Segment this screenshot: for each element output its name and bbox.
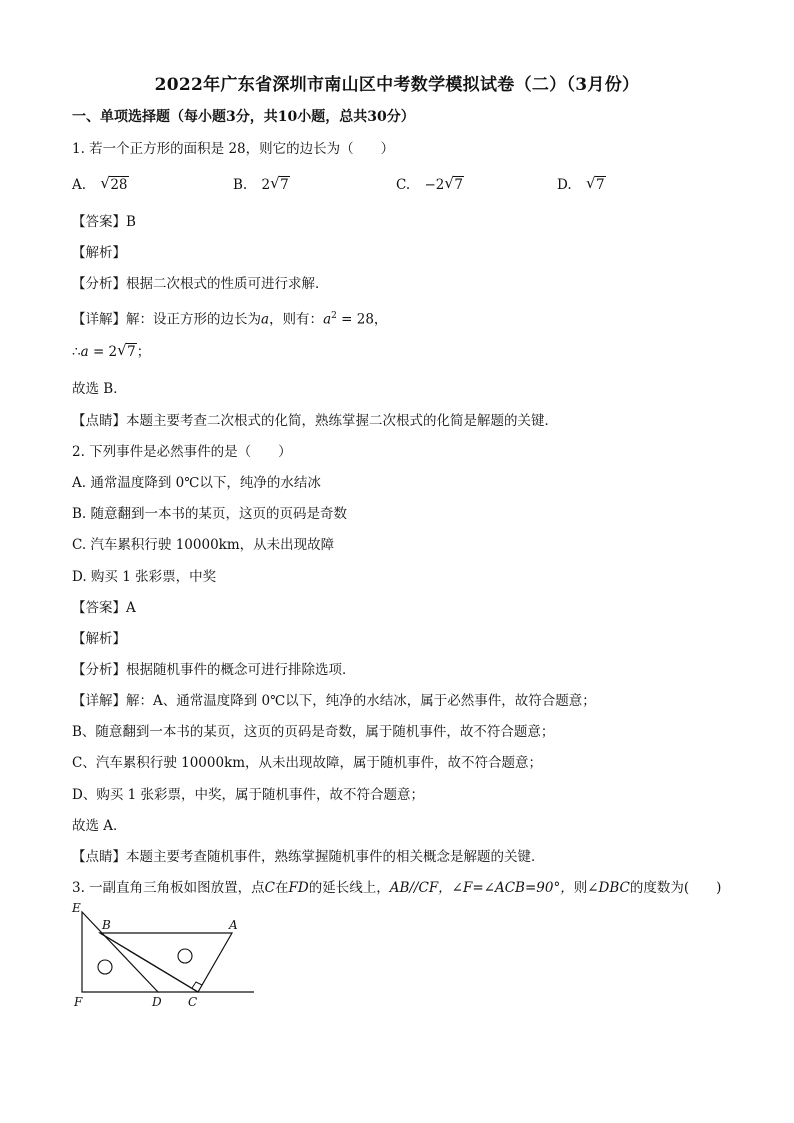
option-letter: A. (72, 177, 87, 193)
label-a: A (229, 918, 238, 932)
q3-stem: 3. 一副直角三角板如图放置，点C在FD的延长线上，AB//CF，∠F=∠ACB=90°，则∠DBC的度数为( ) (72, 880, 722, 896)
q2-line-d: D、购买 1 张彩票，中奖，属于随机事件，故不符合题意； (72, 787, 424, 803)
sqrt-expr: √ 28 (100, 174, 128, 193)
eq-rhs: = 28， (336, 311, 388, 328)
label-f: F (74, 995, 83, 1009)
q1-option-a (72, 176, 129, 194)
q2-fenxi: 【分析】根据随机事件的概念可进行排除选项． (72, 662, 356, 678)
q1-analysis-label: 【解析】 (72, 245, 126, 261)
label-e: E (72, 901, 81, 915)
label-d: D (152, 995, 162, 1009)
q2-option-a: A. 通常温度降到 0℃以下，纯净的水结冰 (72, 475, 321, 491)
label-c: C (188, 995, 198, 1009)
q1-choose: 故选 B． (72, 381, 127, 397)
hole-circle (178, 949, 192, 963)
q1-dianjing: 【点睛】本题主要考查二次根式的化简，熟练掌握二次根式的化简是解题的关键． (72, 413, 558, 429)
sqrt-expr: √ 7 (117, 341, 136, 360)
triangle-figure (62, 898, 272, 1013)
label-b: B (102, 918, 111, 932)
eq-lhs: a (323, 311, 332, 328)
option-letter: B. (233, 177, 248, 193)
q1-therefore: ∴a = 2 √ 7； (72, 341, 151, 360)
q1-stem: 1. 若一个正方形的面积是 28，则它的边长为（ ） (72, 141, 395, 157)
triangle-bac (100, 933, 232, 992)
option-letter: C. (396, 177, 411, 193)
eq-exponent: 2 (331, 311, 337, 321)
triangle-efd (82, 912, 158, 992)
sqrt-expr: √ 7 (270, 174, 289, 193)
q2-answer: 【答案】A (72, 600, 136, 616)
coef: 2 (261, 177, 271, 193)
q2-option-d: D. 购买 1 张彩票，中奖 (72, 569, 217, 585)
q2-line-c: C、汽车累积行驶 10000km，从未出现故障，属于随机事件，故不符合题意； (72, 755, 543, 771)
q1-option-b (233, 176, 290, 194)
option-letter: D. (557, 177, 572, 193)
q2-option-b: B. 随意翻到一本书的某页，这页的页码是奇数 (72, 506, 348, 522)
q1-option-d (557, 176, 606, 194)
q2-dianjing: 【点睛】本题主要考查随机事件，熟练掌握随机事件的相关概念是解题的关键． (72, 849, 545, 865)
hole-circle (98, 960, 112, 974)
sqrt-expr: √ 7 (444, 174, 463, 193)
var-a: a (261, 311, 270, 328)
page-title: 2022年广东省深圳市南山区中考数学模拟试卷（二）（3月份） (154, 75, 640, 95)
sqrt-expr: √ 7 (585, 174, 605, 193)
q2-analysis-label: 【解析】 (72, 631, 126, 647)
q2-line-b: B、随意翻到一本书的某页，这页的页码是奇数，属于随机事件，故不符合题意； (72, 724, 555, 740)
q1-option-c (396, 176, 464, 194)
q1-answer: 【答案】B (72, 214, 136, 230)
q1-xiangjie: 【详解】解：设正方形的边长为a，则有：$a^2 = 28$， (72, 311, 388, 328)
q2-option-c: C. 汽车累积行驶 10000km，从未出现故障 (72, 537, 335, 553)
section-header: 一、单项选择题（每小题3分，共10小题，总共30分） (72, 109, 415, 125)
q2-xiangjie: 【详解】解：A、通常温度降到 0℃以下，纯净的水结冰，属于必然事件，故符合题意； (72, 693, 596, 709)
coef: −2 (424, 177, 445, 193)
q2-choose: 故选 A． (72, 818, 127, 834)
q2-stem: 2. 下列事件是必然事件的是（ ） (72, 444, 292, 460)
q1-fenxi: 【分析】根据二次根式的性质可进行求解． (72, 276, 329, 292)
